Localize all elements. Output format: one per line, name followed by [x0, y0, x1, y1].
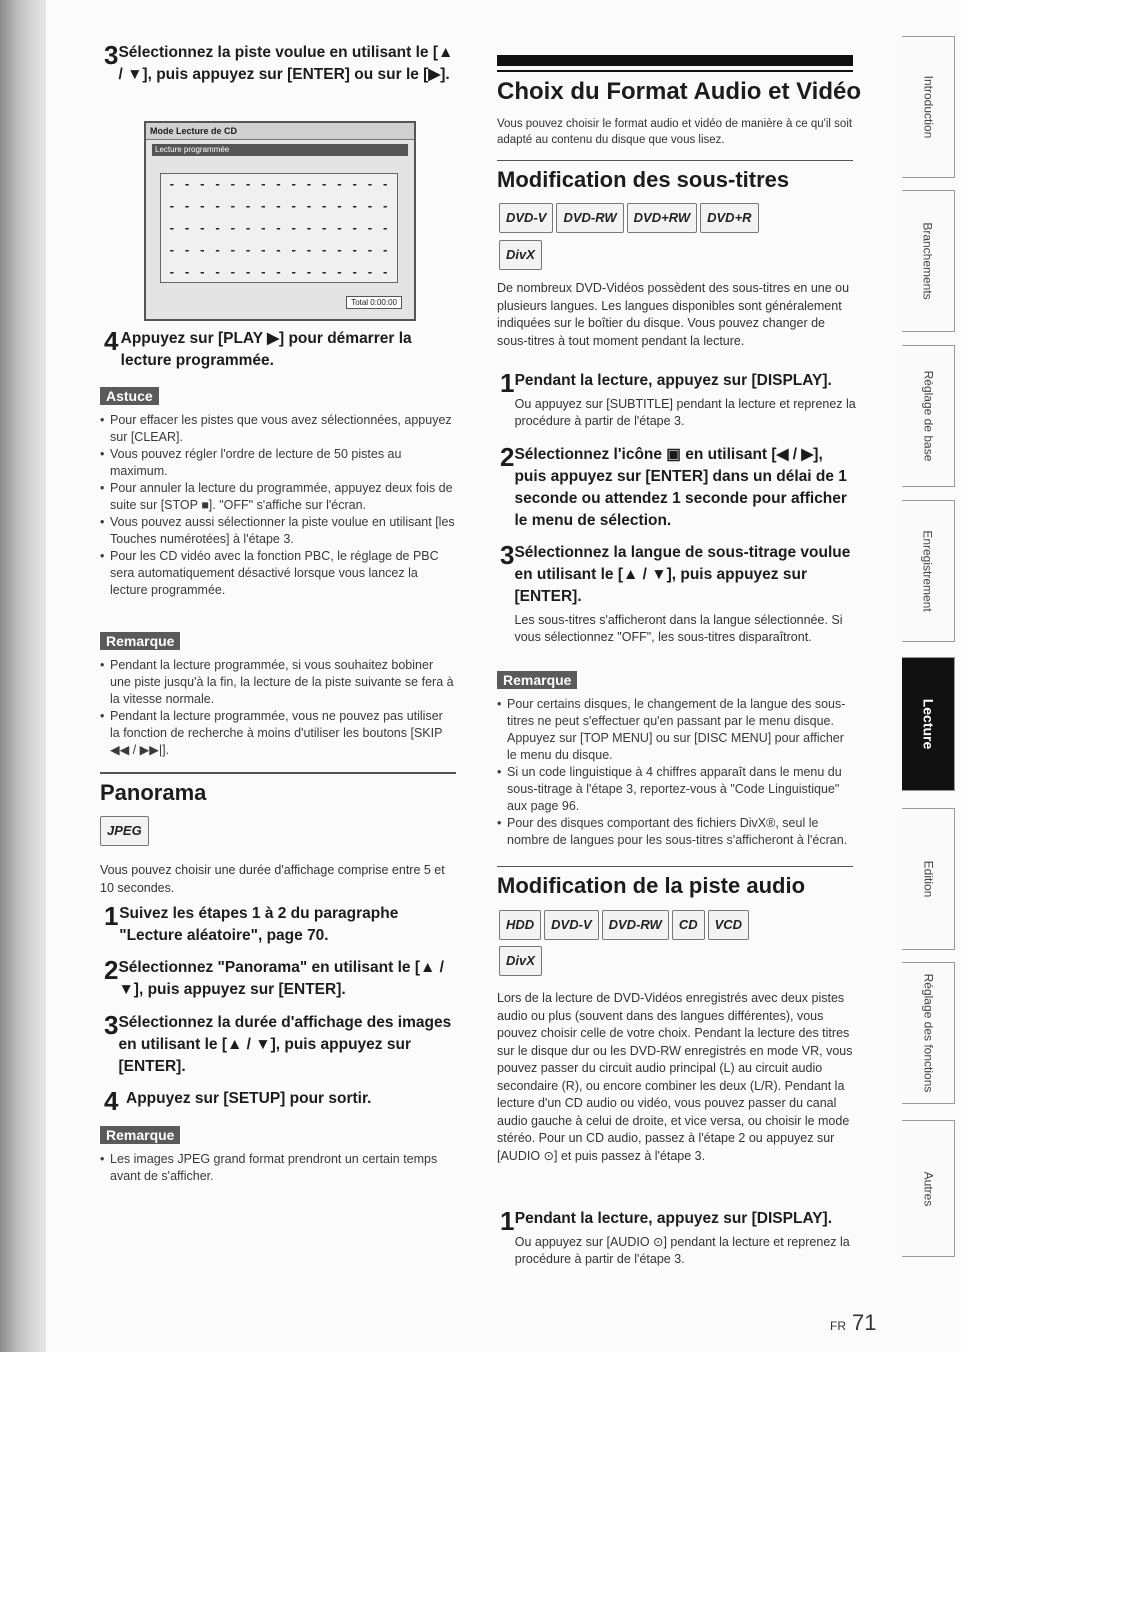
audio-step-1	[500, 1208, 856, 1268]
remarque-label: Remarque	[497, 671, 577, 689]
step-text: Sélectionnez l'icône ▣ en utilisant [◀ / ▶], puis appuyez sur [ENTER] dans un délai de 1 seconde ou attendez 1 seconde pour afficher le menu de sélection.	[514, 446, 847, 529]
tab-lecture[interactable]	[902, 657, 955, 791]
step-text: Sélectionnez la piste voulue en utilisant le [▲ / ▼], puis appuyez sur [ENTER] ou sur le [▶].	[118, 44, 454, 83]
track-row: - - - - - - - - - - - - - - -	[168, 200, 390, 213]
subtitles-step-2	[500, 444, 856, 532]
subtitles-step-1	[500, 370, 856, 430]
astuce-label: Astuce	[100, 387, 159, 405]
tab-reglage-de-base[interactable]	[902, 345, 955, 487]
disc-badge-dvd-plus-r: DVD+R	[700, 203, 758, 233]
left-step-4	[104, 328, 460, 372]
subtitles-badges	[499, 203, 855, 233]
tab-label: Branchements	[921, 222, 935, 300]
page-number-value: 71	[852, 1310, 877, 1335]
step-number: 4	[104, 1086, 119, 1116]
tab-label: Lecture	[919, 698, 936, 750]
tab-label: Enregistrement	[921, 530, 935, 612]
astuce-list	[100, 412, 456, 599]
step-text: Pendant la lecture, appuyez sur [DISPLAY].	[514, 1210, 833, 1227]
blank-margin	[0, 1352, 1131, 1600]
audio-badges-row2	[499, 946, 545, 976]
tab-label: Réglage de base	[921, 370, 935, 462]
list-item: • Vous pouvez régler l'ordre de lecture de 50 pistes au maximum.	[100, 446, 456, 480]
tab-edition[interactable]	[902, 808, 955, 950]
step-number: 1	[500, 1206, 515, 1236]
disc-badge-hdd: HDD	[499, 910, 541, 940]
step-text: Appuyez sur [SETUP] pour sortir.	[126, 1090, 372, 1107]
audio-intro: Lors de la lecture de DVD-Vidéos enregistrés avec deux pistes audio ou plus (souvent dans des langues différentes), vous pouvez choisir celle de votre choix. Pendant la lecture des titres sur le disque dur ou les DVD-RW enregistrés en mode VR, vous pouvez passer du circuit audio principal (L) au circuit audio secondaire (R), ou encore combiner les deux (L/R). Pendant la lecture d'un CD audio ou vidéo, vous pouvez passer du canal audio gauche à celui de droite, et vice versa, ou choisir le mode stéréo. Pour un CD audio, passez à l'étape 2 ou appuyez sur [AUDIO ⊙] et puis passez à l'étape 3.	[497, 991, 853, 1163]
title-bar-thick	[497, 55, 853, 66]
list-item: • Pendant la lecture programmée, si vous souhaitez bobiner une piste jusqu'à la fin, la lecture de la piste suivante se fera à la vitesse normale.	[100, 657, 456, 708]
disc-badge-divx: DivX	[499, 946, 542, 976]
subtitles-remarque	[497, 671, 853, 849]
left-step-3	[104, 42, 460, 86]
screen-title: Mode Lecture de CD	[146, 123, 414, 140]
track-row: - - - - - - - - - - - - - - -	[168, 178, 390, 191]
step-body	[514, 542, 856, 646]
disc-badge-dvd-v: DVD-V	[544, 910, 598, 940]
main-title: Choix du Format Audio et Vidéo	[497, 78, 862, 105]
astuce-block	[100, 387, 456, 599]
remarque-list	[497, 696, 853, 849]
step-text: Suivez les étapes 1 à 2 du paragraphe "Lecture aléatoire", page 70.	[119, 905, 399, 944]
tab-label: Réglage des fonctions	[921, 973, 935, 1093]
track-grid	[160, 173, 398, 283]
panorama-intro: Vous pouvez choisir une durée d'affichage comprise entre 5 et 10 secondes.	[100, 863, 445, 895]
disc-badge-dvd-v: DVD-V	[499, 203, 553, 233]
screen-subtitle: Lecture programmée	[152, 144, 408, 156]
step-number: 4	[104, 326, 119, 356]
step-number: 3	[104, 40, 119, 70]
tab-enregistrement[interactable]	[902, 500, 955, 642]
list-item: • Pour effacer les pistes que vous avez sélectionnées, appuyez sur [CLEAR].	[100, 412, 456, 446]
list-item: • Si un code linguistique à 4 chiffres apparaît dans le menu du sous-titrage à l'étape 3, reportez-vous à "Code Linguistique" aux page 96.	[497, 764, 853, 815]
list-item: • Pour certains disques, le changement de la langue des sous-titres ne peut s'effectuer qu'en passant par le menu disque. Appuyez sur [TOP MENU] ou sur [DISC MENU] pour afficher le menu du disque.	[497, 696, 853, 764]
step-number: 2	[104, 955, 119, 985]
title-bar-thin	[497, 70, 853, 72]
remarque-block-1	[100, 632, 456, 759]
subtitles-intro: De nombreux DVD-Vidéos possèdent des sous-titres en une ou plusieurs langues. Les langues disponibles sont généralement indiquées sur le boîtier du disque. Vous pouvez changer de sous-titres à tout moment pendant la lecture.	[497, 281, 850, 348]
step-text: Sélectionnez la durée d'affichage des images en utilisant le [▲ / ▼], puis appuyez sur [ENTER].	[118, 1014, 452, 1075]
step-subtext: Les sous-titres s'afficheront dans la langue sélectionnée. Si vous sélectionnez "OFF", les sous-titres disparaîtront.	[514, 613, 843, 644]
step-body	[515, 1208, 856, 1268]
section-divider	[497, 160, 853, 161]
panorama-step-1	[104, 903, 460, 947]
list-item: • Pour annuler la lecture du programmée, appuyez deux fois de suite sur [STOP ■]. "OFF" s'affiche sur l'écran.	[100, 480, 456, 514]
disc-badge-dvd-plus-rw: DVD+RW	[627, 203, 697, 233]
cd-program-screen	[144, 121, 416, 321]
step-subtext: Ou appuyez sur [AUDIO ⊙] pendant la lecture et reprenez la procédure à partir de l'étape 3.	[514, 1235, 850, 1266]
tab-branchements[interactable]	[902, 190, 955, 332]
step-subtext: Ou appuyez sur [SUBTITLE] pendant la lecture et reprenez la procédure à partir de l'étape 3.	[514, 397, 856, 428]
panorama-remarque	[100, 1126, 456, 1185]
subtitles-step-3	[500, 542, 856, 646]
tab-label: Edition	[920, 860, 935, 898]
list-item: • Les images JPEG grand format prendront un certain temps avant de s'afficher.	[100, 1151, 456, 1185]
disc-badge-dvd-rw: DVD-RW	[602, 910, 669, 940]
tab-introduction[interactable]	[902, 36, 955, 178]
remarque-list	[100, 1151, 456, 1185]
disc-badge-dvd-rw: DVD-RW	[556, 203, 623, 233]
binding-gutter	[0, 0, 46, 1352]
disc-badge-divx: DivX	[499, 240, 542, 270]
list-item: • Pour des disques comportant des fichiers DivX®, seul le nombre de langues pour les sous-titres s'afficheront à l'écran.	[497, 815, 853, 849]
disc-badge-cd: CD	[672, 910, 705, 940]
subtitles-badges-row2	[499, 240, 545, 270]
panorama-step-2	[104, 957, 460, 1001]
step-number: 1	[104, 901, 119, 931]
step-number: 2	[500, 442, 515, 472]
tab-label: Introduction	[921, 75, 935, 139]
track-row: - - - - - - - - - - - - - - -	[168, 266, 390, 279]
list-item: • Pour les CD vidéo avec la fonction PBC, le réglage de PBC sera automatiquement désactivé lorsque vous lancez la lecture programmée.	[100, 548, 456, 599]
step-text: Appuyez sur [PLAY ▶] pour démarrer la lecture programmée.	[120, 330, 412, 369]
remarque-list	[100, 657, 456, 759]
section-divider	[497, 866, 853, 867]
track-row: - - - - - - - - - - - - - - -	[168, 222, 390, 235]
track-row: - - - - - - - - - - - - - - -	[168, 244, 390, 257]
step-text: Pendant la lecture, appuyez sur [DISPLAY].	[514, 372, 832, 389]
panorama-title: Panorama	[100, 780, 207, 805]
audio-badges	[499, 910, 855, 940]
disc-badge-vcd: VCD	[708, 910, 749, 940]
page-number	[830, 1310, 876, 1336]
tab-autres[interactable]	[902, 1120, 955, 1257]
main-intro: Vous pouvez choisir le format audio et vidéo de manière à ce qu'il soit adapté au contenu du disque que vous lisez.	[497, 118, 853, 146]
step-number: 3	[500, 540, 515, 570]
section-divider	[100, 772, 456, 774]
list-item: • Pendant la lecture programmée, vous ne pouvez pas utiliser la fonction de recherche à moins d'utiliser les boutons [SKIP ◀◀ / ▶▶|].	[100, 708, 456, 759]
panorama-step-3	[104, 1012, 460, 1078]
step-number: 3	[104, 1010, 119, 1040]
remarque-label: Remarque	[100, 1126, 180, 1144]
step-text: Sélectionnez "Panorama" en utilisant le [▲ / ▼], puis appuyez sur [ENTER].	[118, 959, 444, 998]
tab-label: Autres	[921, 1171, 935, 1206]
remarque-label: Remarque	[100, 632, 180, 650]
subtitles-title: Modification des sous-titres	[497, 167, 790, 192]
disc-badge-jpeg: JPEG	[100, 816, 149, 846]
screen-total: Total 0:00:00	[346, 296, 402, 309]
tab-reglage-des-fonctions[interactable]	[902, 962, 955, 1104]
panorama-badges	[100, 816, 152, 846]
step-number: 1	[500, 368, 515, 398]
audio-title: Modification de la piste audio	[497, 873, 806, 898]
list-item: • Vous pouvez aussi sélectionner la piste voulue en utilisant [les Touches numérotées] à l'étape 3.	[100, 514, 456, 548]
step-text: Sélectionnez la langue de sous-titrage voulue en utilisant le [▲ / ▼], puis appuyez sur [ENTER].	[514, 544, 851, 605]
language-code: FR	[830, 1319, 846, 1333]
panorama-step-4	[104, 1088, 460, 1114]
step-body	[515, 370, 856, 430]
